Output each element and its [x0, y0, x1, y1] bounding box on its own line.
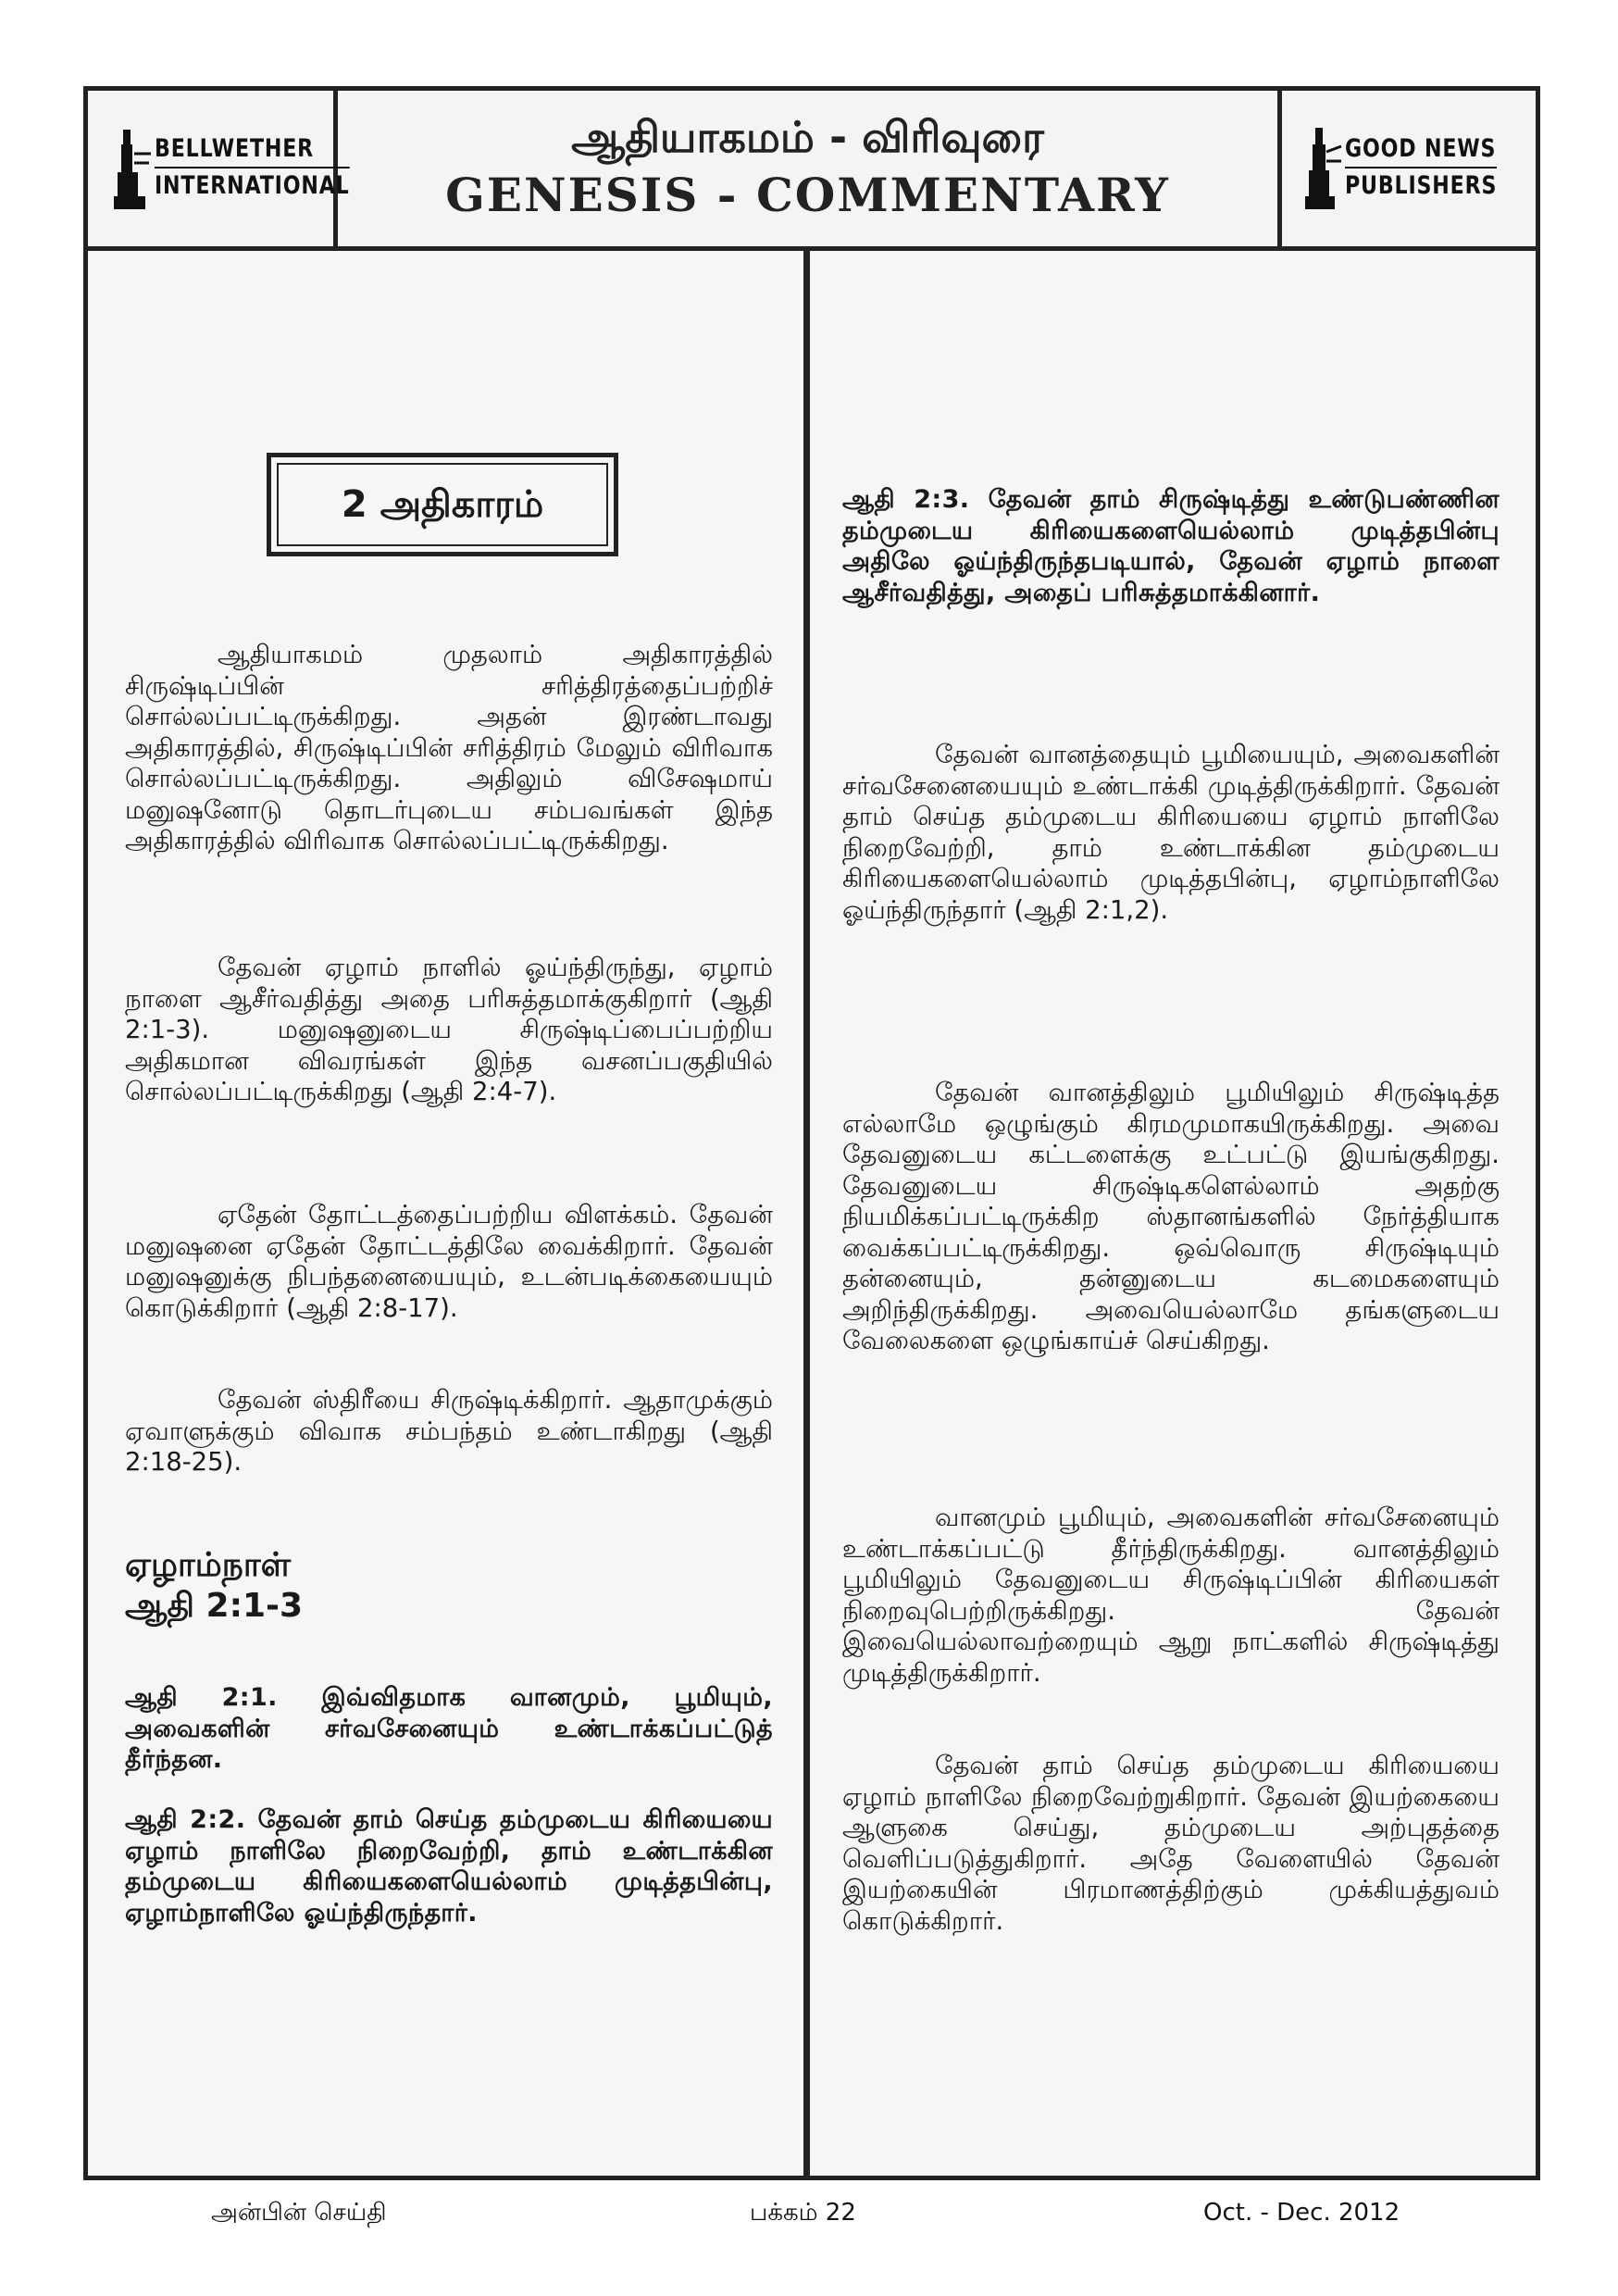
chapter-heading-box: [267, 453, 618, 556]
chapter-heading: 2 அதிகாரம்: [277, 463, 608, 546]
left-para-3: ஏதேன் தோட்டத்தைப்பற்றிய விளக்கம். தேவன் மனுஷனை ஏதேன் தோட்டத்திலே வைக்கிறார். தேவன் மனுஷனுக்கு நிபந்தனையையும், உடன்படிக்கையையும் கொடுக்கிறார் (ஆதி 2:8-17).: [125, 1200, 773, 1323]
page-header: [88, 91, 1536, 251]
footer-page-number: பக்கம் 22: [750, 2199, 856, 2227]
section-title: ஏழாம்நாள்: [125, 1546, 292, 1584]
right-para-3: வானமும் பூமியும், அவைகளின் சர்வசேனையும் உண்டாக்கப்பட்டு தீர்ந்திருக்கிறது. வானத்திலும் பூமியிலும் தேவனுடைய சிருஷ்டிப்பின் கிரியைகள் நிறைவுபெற்றிருக்கிறது. தேவன் இவையெல்லாவற்றையும் ஆறு நாட்களில் சிருஷ்டித்து முடித்திருக்கிறார்.: [842, 1503, 1500, 1688]
title-english: GENESIS - COMMENTARY: [445, 168, 1170, 222]
bellwether-line1: BELLWETHER: [155, 131, 350, 168]
footer-issue-date: Oct. - Dec. 2012: [1203, 2199, 1400, 2227]
left-column: [88, 251, 810, 2176]
bellwether-logo-icon: [112, 126, 153, 211]
section-reference: ஆதி 2:1-3: [125, 1587, 304, 1625]
header-right-cell: [1282, 91, 1536, 246]
verse-2-3: ஆதி 2:3. தேவன் தாம் சிருஷ்டித்து உண்டுபண்ணின தம்முடைய கிரியைகளையெல்லாம் முடித்தபின்பு அதிலே ஓய்ந்திருந்தபடியால், தேவன் ஏழாம் நாளை ஆசீர்வதித்து, அதைப் பரிசுத்தமாக்கினார்.: [842, 485, 1500, 607]
verse-2-1: ஆதி 2:1. இவ்விதமாக வானமும், பூமியும், அவைகளின் சர்வசேனையும் உண்டாக்கப்பட்டுத் தீர்ந்தன.: [125, 1683, 773, 1774]
good-news-line1: GOOD NEWS: [1345, 131, 1497, 168]
title-tamil: ஆதியாகமம் - விரிவுரை: [571, 112, 1044, 162]
left-para-1: ஆதியாகமம் முதலாம் அதிகாரத்தில் சிருஷ்டிப்பின் சரித்திரத்தைப்பற்றிச் சொல்லப்பட்டிருக்கிறது. அதன் இரண்டாவது அதிகாரத்தில், சிருஷ்டிப்பின் சரித்திரம் மேலும் விரிவாக சொல்லப்பட்டிருக்கிறது. அதிலும் விசேஷமாய் மனுஷனோடு தொடர்புடைய சம்பவங்கள் இந்த அதிகாரத்தில் விரிவாக சொல்லப்பட்டிருக்கிறது.: [125, 640, 773, 855]
right-column: [816, 251, 1536, 2176]
right-para-4: தேவன் தாம் செய்த தம்முடைய கிரியையை ஏழாம் நாளிலே நிறைவேற்றுகிறார். தேவன் இயற்கையை ஆளுகை செய்து, தம்முடைய அற்புதத்தை வெளிப்படுத்துகிறார். அதே வேளையில் தேவன் இயற்கையின் பிரமாணத்திற்கும் முக்கியத்துவம் கொடுக்கிறார்.: [842, 1751, 1500, 1936]
good-news-line2: PUBLISHERS: [1345, 171, 1498, 200]
good-news-logo-icon: [1302, 126, 1343, 211]
left-para-2: தேவன் ஏழாம் நாளில் ஓய்ந்திருந்து, ஏழாம் நாளை ஆசீர்வதித்து அதை பரிசுத்தமாக்குகிறார் (ஆதி 2:1-3). மனுஷனுடைய சிருஷ்டிப்பைப்பற்றிய அதிகமான விவரங்கள் இந்த வசனப்பகுதியில் சொல்லப்பட்டிருக்கிறது (ஆதி 2:4-7).: [125, 953, 773, 1106]
left-para-4: தேவன் ஸ்திரீயை சிருஷ்டிக்கிறார். ஆதாமுக்கும் ஏவாளுக்கும் விவாக சம்பந்தம் உண்டாகிறது (ஆதி 2:18-25).: [125, 1385, 773, 1477]
right-para-2: தேவன் வானத்திலும் பூமியிலும் சிருஷ்டித்த எல்லாமே ஒழுங்கும் கிரமமுமாகயிருக்கிறது. அவை தேவனுடைய கட்டளைக்கு உட்பட்டு இயங்குகிறது. தேவனுடைய சிருஷ்டிகளெல்லாம் அதற்கு நியமிக்கப்பட்டிருக்கிற ஸ்தானங்களில் நேர்த்தியாக வைக்கப்பட்டிருக்கிறது. ஒவ்வொரு சிருஷ்டியும் தன்னையும், தன்னுடைய கடமைகளையும் அறிந்திருக்கிறது. அவையெல்லாமே தங்களுடைய வேலைகளை ஒழுங்காய்ச் செய்கிறது.: [842, 1078, 1500, 1355]
bellwether-line2: INTERNATIONAL: [155, 171, 350, 200]
header-title-cell: [338, 91, 1282, 246]
header-left-cell: [88, 91, 350, 246]
footer-magazine: அன்பின் செய்தி: [211, 2199, 387, 2227]
right-para-1: தேவன் வானத்தையும் பூமியையும், அவைகளின் சர்வசேனையையும் உண்டாக்கி முடித்திருக்கிறார். தேவன் தாம் செய்த தம்முடைய கிரியையை ஏழாம் நாளிலே நிறைவேற்றி, தாம் உண்டாக்கின தம்முடைய கிரியைகளையெல்லாம் முடித்தபின்பு, ஏழாம்நாளிலே ஓய்ந்திருந்தார் (ஆதி 2:1,2).: [842, 740, 1500, 925]
page-frame: [83, 86, 1540, 2180]
verse-2-2: ஆதி 2:2. தேவன் தாம் செய்த தம்முடைய கிரியையை ஏழாம் நாளிலே நிறைவேற்றி, தாம் உண்டாக்கின தம்முடைய கிரியைகளையெல்லாம் முடித்தபின்பு, ஏழாம்நாளிலே ஓய்ந்திருந்தார்.: [125, 1805, 773, 1928]
